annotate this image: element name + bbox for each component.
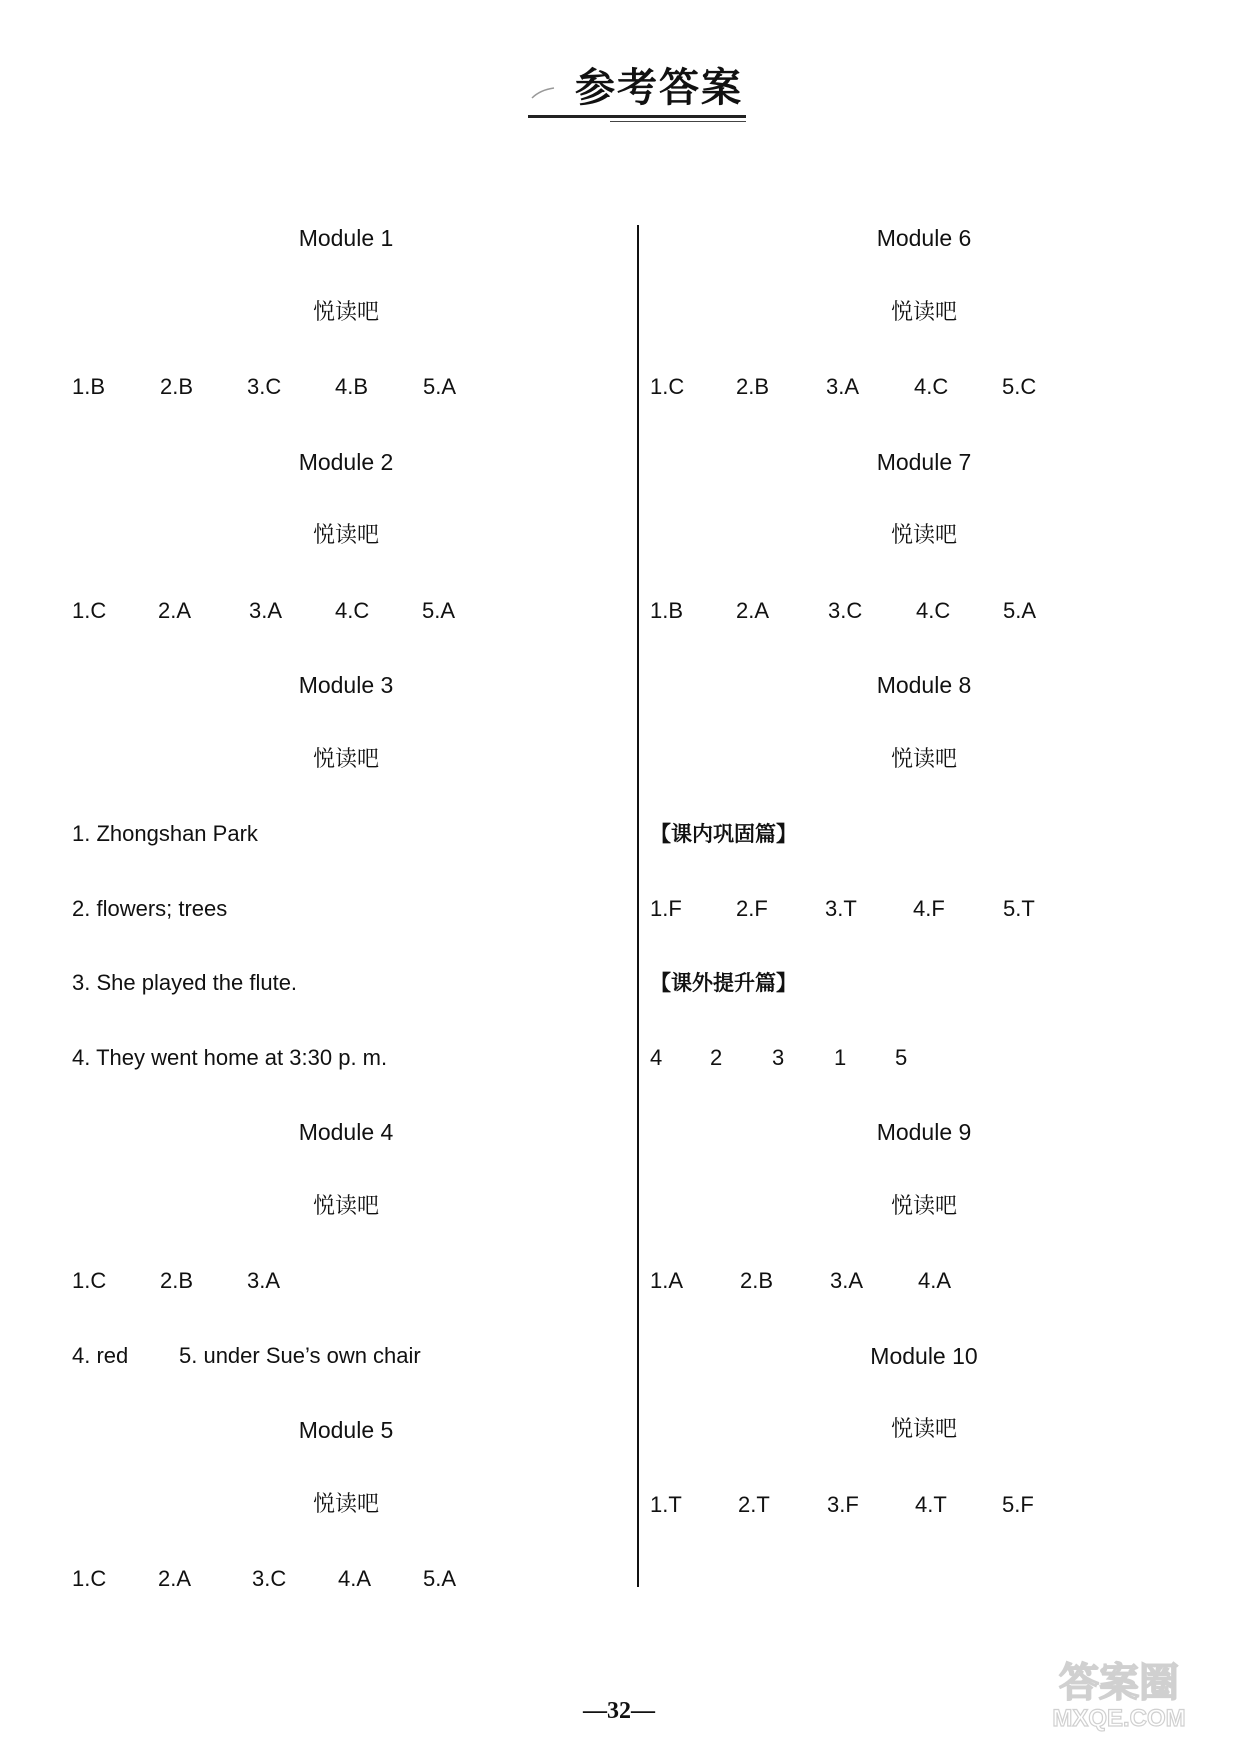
answer-item: 1.B xyxy=(650,597,684,623)
answer-line: 3. She played the flute. xyxy=(72,970,298,995)
section-subtitle: 悦读吧 xyxy=(890,1417,957,1442)
answer-item: 3.A xyxy=(826,374,860,399)
answer-item: 2.T xyxy=(738,1491,770,1517)
answer-item: 3.C xyxy=(252,1566,287,1591)
answer-item: 2.F xyxy=(736,895,768,921)
answer-item: 5.C xyxy=(1002,374,1037,399)
answer-item: 1.F xyxy=(650,895,682,921)
module-heading: Module 4 xyxy=(298,1119,394,1145)
title-underline-thin xyxy=(610,121,746,122)
answer-item: 4 xyxy=(650,1044,663,1070)
answer-item: 2.B xyxy=(736,374,770,399)
section-subtitle: 悦读吧 xyxy=(312,523,379,548)
column-divider xyxy=(637,225,639,1587)
section-label: 【课内巩固篇】 xyxy=(650,822,797,846)
answer-item: 3.C xyxy=(247,374,282,399)
watermark-logo xyxy=(1024,1652,1214,1732)
answer-item: 4.A xyxy=(338,1566,372,1591)
module-heading: Module 7 xyxy=(876,448,972,475)
section-subtitle: 悦读吧 xyxy=(312,746,379,772)
title-underline xyxy=(528,115,746,118)
answer-item: 2.B xyxy=(740,1268,774,1293)
answer-item: 5.A xyxy=(1003,597,1037,623)
answer-line: 4. They went home at 3:30 p. m. xyxy=(72,1044,388,1070)
page-header xyxy=(0,50,1238,130)
module-heading: Module 10 xyxy=(870,1342,978,1369)
answer-item: 3 xyxy=(772,1044,785,1070)
answer-item: 2.B xyxy=(160,374,194,399)
answer-item: 1.C xyxy=(650,374,685,399)
answer-item: 3.A xyxy=(249,597,283,623)
decorative-stroke-icon xyxy=(530,86,558,100)
answer-item: 2 xyxy=(710,1044,723,1070)
section-subtitle: 悦读吧 xyxy=(890,523,957,548)
section-subtitle: 悦读吧 xyxy=(312,1193,379,1219)
module-heading: Module 6 xyxy=(876,225,972,251)
answer-item: 3.C xyxy=(828,597,863,623)
section-subtitle: 悦读吧 xyxy=(890,299,957,325)
answer-item: 1.B xyxy=(72,374,106,399)
answer-item: 2.A xyxy=(158,1566,192,1591)
page-title: 参考答案 xyxy=(575,65,743,111)
answer-item: 1.C xyxy=(72,1268,107,1293)
module-heading: Module 1 xyxy=(298,225,394,251)
section-subtitle: 悦读吧 xyxy=(890,1193,957,1219)
answer-item: 2.A xyxy=(736,597,770,623)
answer-item: 2.A xyxy=(158,597,192,623)
answer-item: 1.T xyxy=(650,1491,682,1517)
watermark-url: MXQE.COM xyxy=(1052,1705,1186,1732)
answer-item: 1.C xyxy=(72,1566,107,1591)
answer-item: 1.A xyxy=(650,1268,684,1293)
answer-item: 4.T xyxy=(915,1491,947,1517)
answer-item: 4.C xyxy=(335,597,370,623)
answer-item: 4. red xyxy=(72,1342,129,1368)
section-subtitle: 悦读吧 xyxy=(890,746,957,772)
page-number: —32— xyxy=(583,1698,655,1724)
answer-item: 5.A xyxy=(423,374,457,399)
answer-item: 4.A xyxy=(918,1268,952,1293)
answer-item: 5.F xyxy=(1002,1491,1034,1517)
answer-item: 5.A xyxy=(422,597,456,623)
answer-item: 3.A xyxy=(247,1268,281,1293)
answer-item: 5. under Sue’s own chair xyxy=(179,1342,421,1368)
module-heading: Module 3 xyxy=(298,672,394,698)
answer-item: 5.A xyxy=(423,1566,457,1591)
answer-item: 4.F xyxy=(913,895,945,921)
answer-item: 3.F xyxy=(827,1491,859,1517)
answer-item: 1.C xyxy=(72,597,107,623)
answer-item: 3.A xyxy=(830,1268,864,1293)
section-subtitle: 悦读吧 xyxy=(312,299,379,325)
answer-item: 2.B xyxy=(160,1268,194,1293)
answer-item: 4.B xyxy=(335,374,369,399)
module-heading: Module 2 xyxy=(298,448,394,475)
section-label: 【课外提升篇】 xyxy=(650,971,797,995)
answer-item: 3.T xyxy=(825,895,857,921)
answer-line: 1. Zhongshan Park xyxy=(72,821,258,846)
answer-item: 1 xyxy=(834,1044,847,1070)
module-heading: Module 9 xyxy=(876,1119,972,1145)
module-heading: Module 5 xyxy=(298,1417,394,1443)
module-heading: Module 8 xyxy=(876,672,972,698)
watermark-text: 答案圈 xyxy=(1059,1660,1179,1706)
answer-item: 5.T xyxy=(1003,895,1035,921)
answer-item: 4.C xyxy=(916,597,951,623)
section-subtitle: 悦读吧 xyxy=(312,1491,379,1517)
answer-line: 2. flowers; trees xyxy=(72,895,228,921)
answer-item: 5 xyxy=(895,1044,908,1070)
answer-item: 4.C xyxy=(914,374,949,399)
